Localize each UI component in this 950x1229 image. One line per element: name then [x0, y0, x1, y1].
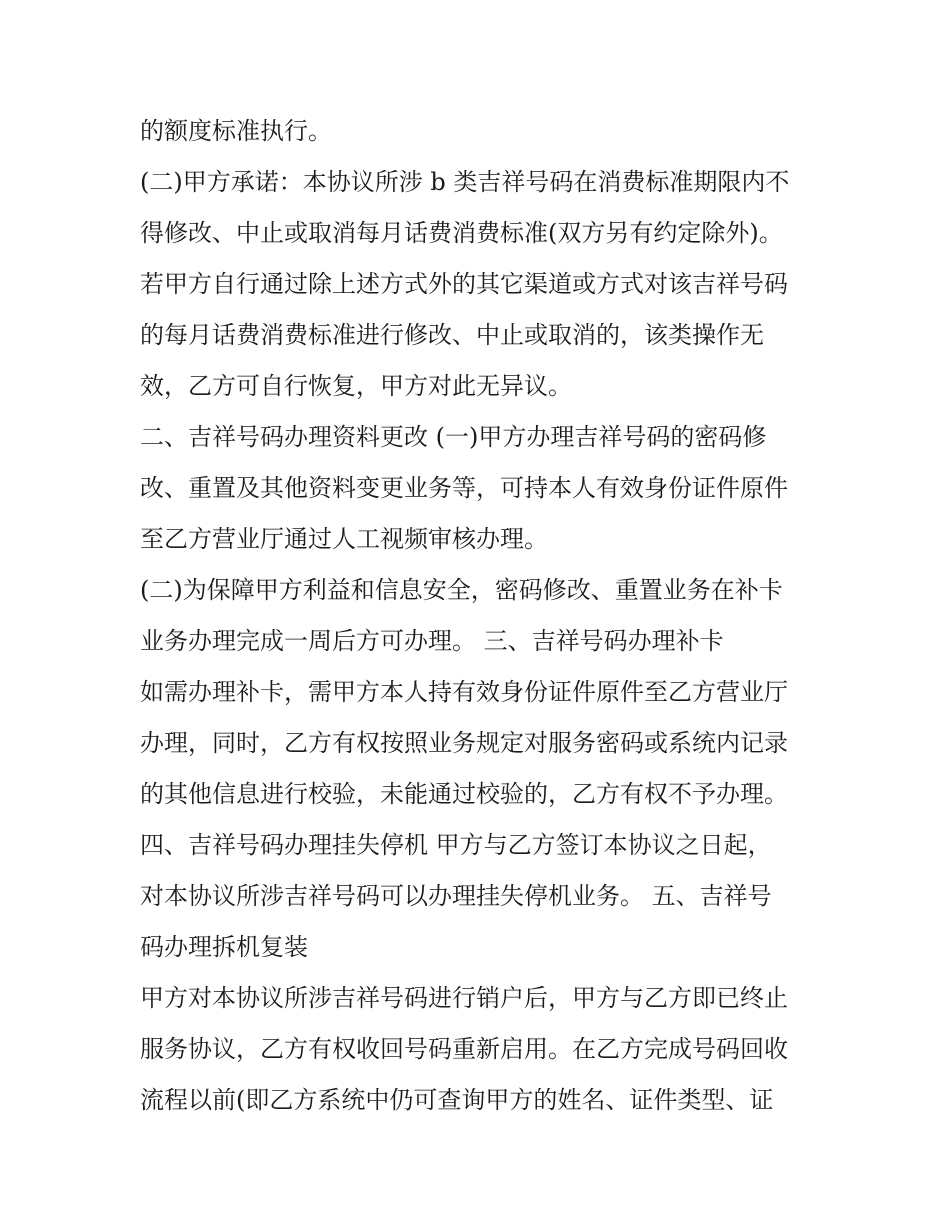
- text-line: 的每月话费消费标准进行修改、中止或取消的，该类操作无: [140, 321, 764, 349]
- text-line: 四、吉祥号码办理挂失停机 甲方与乙方签订本协议之日起，: [140, 831, 772, 859]
- text-line: 改、重置及其他资料变更业务等，可持本人有效身份证件原件: [140, 474, 788, 502]
- text-line: 如需办理补卡，需甲方本人持有效身份证件原件至乙方营业厅: [140, 678, 788, 706]
- text-line: 业务办理完成一周后方可办理。 三、吉祥号码办理补卡: [140, 627, 724, 655]
- text-line: (二)为保障甲方利益和信息安全，密码修改、重置业务在补卡: [140, 576, 783, 604]
- text-line: 得修改、中止或取消每月话费消费标准(双方另有约定除外)。: [140, 219, 783, 247]
- text-line: 甲方对本协议所涉吉祥号码进行销户后，甲方与乙方即已终止: [140, 984, 788, 1012]
- text-line: 若甲方自行通过除上述方式外的其它渠道或方式对该吉祥号码: [140, 270, 788, 298]
- text-line: 的额度标准执行。: [140, 117, 332, 145]
- text-line: 对本协议所涉吉祥号码可以办理挂失停机业务。 五、吉祥号: [140, 882, 772, 910]
- text-line: (二)甲方承诺：本协议所涉 b 类吉祥号码在消费标准期限内不: [140, 168, 790, 196]
- text-line: 流程以前(即乙方系统中仍可查询甲方的姓名、证件类型、证: [140, 1086, 774, 1114]
- text-line: 的其他信息进行校验，未能通过校验的，乙方有权不予办理。: [140, 780, 788, 808]
- text-line: 服务协议，乙方有权收回号码重新启用。在乙方完成号码回收: [140, 1035, 788, 1063]
- text-line: 至乙方营业厅通过人工视频审核办理。: [140, 525, 548, 553]
- text-line: 二、吉祥号码办理资料更改 (一)甲方办理吉祥号码的密码修: [140, 423, 767, 451]
- text-line: 办理，同时，乙方有权按照业务规定对服务密码或系统内记录: [140, 729, 788, 757]
- document-body: [140, 106, 830, 1126]
- text-line: 码办理拆机复装: [140, 933, 308, 961]
- text-line: 效，乙方可自行恢复，甲方对此无异议。: [140, 372, 572, 400]
